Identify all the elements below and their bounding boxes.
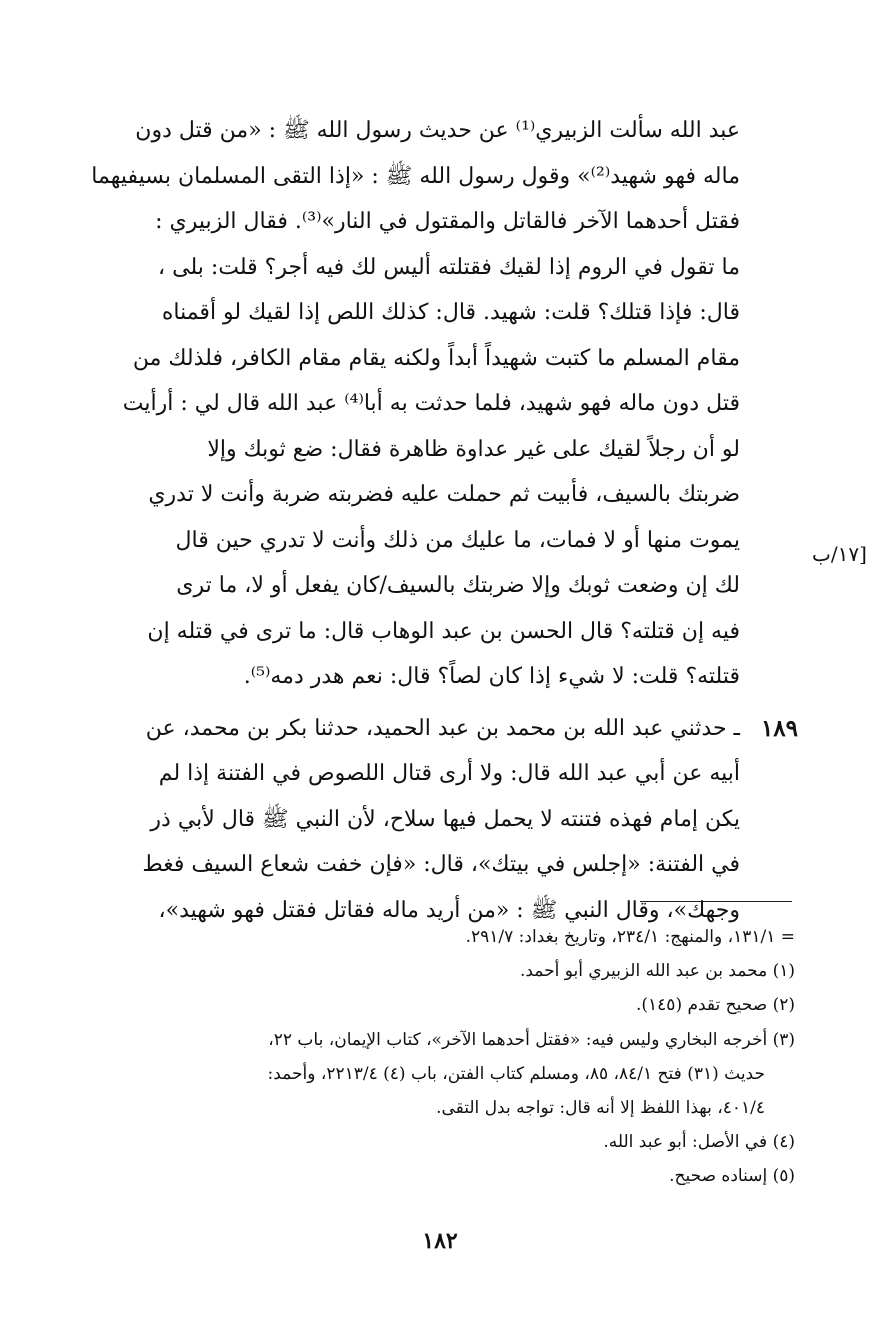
footnote-separator bbox=[640, 901, 792, 902]
footnote-3-continued: ٤٠١/٤، بهذا اللفظ إلا أنه قال: تواجه بدل التقى. bbox=[436, 1097, 765, 1118]
text-line: ماله فهو شهيد⁽²⁾» وقول رسول الله ﷺ : «إذا التقى المسلمان بسيفيهما bbox=[91, 163, 740, 189]
text-line: يكن إمام فهذه فتنته لا يحمل فيها سلاح، لأن النبي ﷺ قال لأبي ذر bbox=[150, 806, 740, 832]
text-line: فقتل أحدهما الآخر فالقاتل والمقتول في النار»⁽³⁾. فقال الزبيري : bbox=[155, 209, 740, 234]
text-line: قتل دون ماله فهو شهيد، فلما حدثت به أبا⁽⁴⁾ عبد الله قال لي : أرأيت bbox=[122, 391, 740, 416]
footnote-1: (١) محمد بن عبد الله الزبيري أبو أحمد. bbox=[519, 961, 795, 982]
text-line: عبد الله سألت الزبيري⁽¹⁾ عن حديث رسول الله ﷺ : «من قتل دون bbox=[135, 118, 740, 143]
text-line: فيه إن قتلته؟ قال الحسن بن عبد الوهاب قال: ما ترى في قتله إن bbox=[147, 618, 740, 644]
manuscript-folio-reference: [١٧/ب bbox=[812, 542, 867, 566]
footnotes-block bbox=[100, 920, 795, 1194]
text-line: ضربتك بالسيف، فأبيت ثم حملت عليه فضربته ضربة وأنت لا تدري bbox=[148, 482, 740, 507]
page-number: ١٨٢ bbox=[422, 1228, 458, 1254]
footnote-3-continued: حديث (٣١) فتح ٨٤/١، ٨٥، ومسلم كتاب الفتن، باب (٤) ٢٢١٣/٤، وأحمد: bbox=[267, 1063, 765, 1084]
hadith-number: ١٨٩ bbox=[760, 714, 798, 742]
text-line: أبيه عن أبي عبد الله قال: ولا أرى قتال اللصوص في الفتنة إذا لم bbox=[158, 761, 740, 786]
main-text-block bbox=[91, 108, 798, 933]
footnote-continuation: = ١٣١/١، والمنهج: ٢٣٤/١، وتاريخ بغداد: ٢٩١/٧. bbox=[465, 927, 795, 947]
text-line: لك إن وضعت ثوبك وإلا ضربتك بالسيف/كان يفعل أو لا، ما ترى bbox=[176, 573, 740, 598]
text-line: لو أن رجلاً لقيك على غير عداوة ظاهرة فقال: ضع ثوبك وإلا bbox=[207, 436, 740, 462]
text-line: قتلته؟ قلت: لا شيء إذا كان لصاً؟ قال: نعم هدر دمه⁽⁵⁾. bbox=[243, 664, 740, 689]
footnote-2: (٢) صحيح تقدم (١٤٥). bbox=[635, 995, 795, 1016]
text-line: في الفتنة: «إجلس في بيتك»، قال: «فإن خفت شعاع السيف فغط bbox=[142, 852, 740, 877]
footnote-3: (٣) أخرجه البخاري وليس فيه: «فقتل أحدهما الآخر»، كتاب الإيمان، باب ٢٢، bbox=[268, 1029, 795, 1050]
text-line: ما تقول في الروم إذا لقيك فقتلته أليس لك فيه أجر؟ قلت: بلى ، bbox=[158, 254, 740, 280]
text-line: وجهك»، وقال النبي ﷺ : «من أريد ماله فقاتل فقتل فهو شهيد»، bbox=[158, 897, 740, 923]
text-line: مقام المسلم ما كتبت شهيداً أبداً ولكنه يقام مقام الكافر، فلذلك من bbox=[132, 345, 740, 371]
text-line: يموت منها أو لا فمات، ما عليك من ذلك وأنت لا تدري حين قال bbox=[175, 527, 740, 553]
text-line: ـ حدثني عبد الله بن محمد بن عبد الحميد، حدثنا بكر بن محمد، عن bbox=[145, 715, 740, 741]
footnote-4: (٤) في الأصل: أبو عبد الله. bbox=[603, 1132, 795, 1153]
text-line: قال: فإذا قتلك؟ قلت: شهيد. قال: كذلك اللص إذا لقيك لو أقمناه bbox=[161, 300, 740, 325]
footnote-5: (٥) إسناده صحيح. bbox=[669, 1166, 795, 1187]
entry-first-line bbox=[100, 706, 798, 752]
